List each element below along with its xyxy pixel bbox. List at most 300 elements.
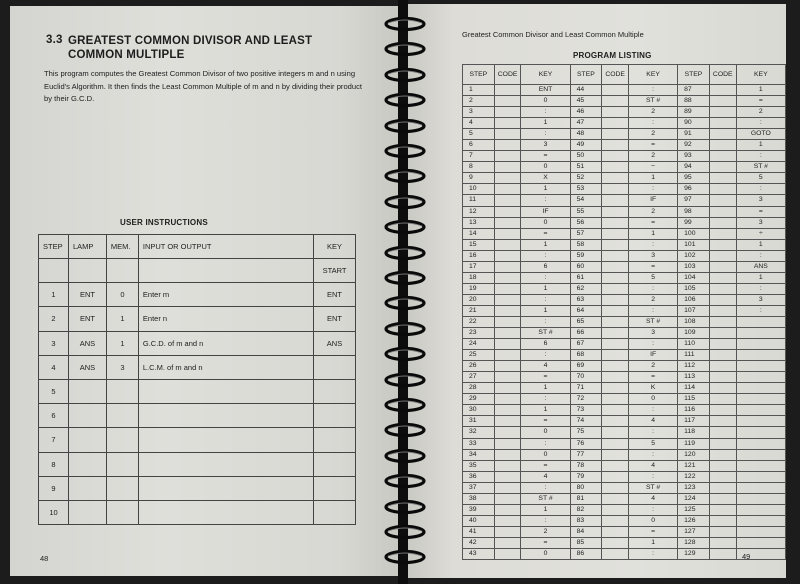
pl-cell-step: 105 [678,283,710,294]
pl-cell-key: = [629,140,678,151]
pl-cell-step: 93 [678,151,710,162]
pl-cell-code [602,449,629,460]
pl-cell-code [494,151,521,162]
pl-cell-code [494,217,521,228]
pl-cell-key: 5 [736,173,785,184]
pl-cell-code [709,217,736,228]
pl-cell-key: 0 [521,217,570,228]
pl-row [463,438,786,449]
left-page [10,6,398,576]
pl-cell-step: 39 [463,504,495,515]
pl-row [463,129,786,140]
pl-cell-step: 66 [570,328,602,339]
pl-cell-code [709,471,736,482]
pl-cell-key: : [629,339,678,350]
ui-cell-key [314,404,356,428]
pl-cell-code [602,118,629,129]
pl-cell-key: = [521,460,570,471]
pl-cell-step: 106 [678,294,710,305]
pl-cell-code [709,328,736,339]
pl-cell-step: 55 [570,206,602,217]
pl-cell-code [602,151,629,162]
pl-cell-step: 34 [463,449,495,460]
ui-cell-key: ANS [314,331,356,355]
pl-cell-key: : [736,151,785,162]
ui-cell-step: 1 [39,283,69,307]
pl-cell-step: 49 [570,140,602,151]
pl-cell-step: 92 [678,140,710,151]
pl-cell-code [602,526,629,537]
pl-cell-code [494,405,521,416]
ui-cell-io [138,259,313,283]
ui-row [39,283,356,307]
pl-cell-key: 3 [629,250,678,261]
pl-cell-code [709,537,736,548]
pl-cell-code [709,449,736,460]
pl-cell-key: = [629,217,678,228]
pl-cell-step: 63 [570,294,602,305]
spiral-coil [383,143,427,159]
pl-header-code: CODE [602,65,629,85]
pl-cell-code [494,328,521,339]
pl-cell-step: 59 [570,250,602,261]
pl-cell-code [494,206,521,217]
pl-row [463,383,786,394]
pl-cell-step: 62 [570,283,602,294]
ui-cell-lamp [68,452,106,476]
ui-cell-mem [106,452,138,476]
pl-cell-key: 5 [629,272,678,283]
pl-cell-key: = [521,151,570,162]
pl-cell-code [602,339,629,350]
pl-cell-code [602,372,629,383]
pl-header-code: CODE [709,65,736,85]
spiral-coil [383,118,427,134]
pl-cell-step: 47 [570,118,602,129]
pl-cell-code [709,427,736,438]
pl-cell-step: 111 [678,350,710,361]
pl-cell-key [736,316,785,327]
pl-cell-code [709,372,736,383]
pl-cell-code [602,394,629,405]
pl-cell-key: 6 [521,261,570,272]
pl-row [463,228,786,239]
ui-cell-mem [106,476,138,500]
pl-cell-step: 46 [570,107,602,118]
spiral-coil [383,549,427,565]
pl-cell-key: 1 [736,272,785,283]
ui-cell-key [314,500,356,524]
ui-cell-io: L.C.M. of m and n [138,355,313,379]
pl-cell-key: : [736,184,785,195]
pl-cell-key: : [521,129,570,140]
pl-cell-step: 128 [678,537,710,548]
pl-cell-code [602,482,629,493]
pl-cell-code [494,107,521,118]
pl-cell-key: 2 [629,107,678,118]
pl-cell-key: GOTO [736,129,785,140]
spiral-coil [383,372,427,388]
ui-cell-io [138,404,313,428]
pl-cell-key: 5 [629,438,678,449]
pl-cell-key: 0 [521,449,570,460]
pl-cell-code [709,85,736,96]
pl-cell-key: IF [521,206,570,217]
pl-row [463,261,786,272]
pl-cell-code [709,283,736,294]
pl-cell-key: 1 [629,228,678,239]
pl-cell-code [709,118,736,129]
pl-cell-step: 77 [570,449,602,460]
pl-cell-step: 4 [463,118,495,129]
pl-cell-key: 1 [521,283,570,294]
pl-row [463,427,786,438]
pl-cell-code [709,339,736,350]
pl-cell-key [736,361,785,372]
pl-cell-key: 4 [629,493,678,504]
pl-cell-step: 12 [463,206,495,217]
pl-cell-key: 4 [521,361,570,372]
ui-cell-io [138,476,313,500]
pl-cell-code [494,449,521,460]
pl-cell-step: 82 [570,504,602,515]
pl-cell-code [709,250,736,261]
pl-cell-key: 0 [521,427,570,438]
pl-cell-key: : [521,195,570,206]
pl-cell-key: − [629,162,678,173]
ui-cell-mem: 1 [106,331,138,355]
pl-cell-step: 83 [570,515,602,526]
ui-cell-key: START [314,259,356,283]
pl-cell-step: 51 [570,162,602,173]
pl-cell-key: 2 [521,526,570,537]
ui-cell-mem: 1 [106,307,138,331]
pl-cell-key [736,350,785,361]
pl-cell-step: 36 [463,471,495,482]
pl-cell-step: 56 [570,217,602,228]
pl-cell-key: : [521,515,570,526]
pl-cell-code [602,283,629,294]
ui-cell-step [39,259,69,283]
ui-cell-step: 8 [39,452,69,476]
pl-cell-code [709,140,736,151]
pl-cell-step: 29 [463,394,495,405]
pl-row [463,548,786,559]
pl-row [463,96,786,107]
pl-cell-step: 104 [678,272,710,283]
pl-cell-code [709,129,736,140]
spiral-coil [383,473,427,489]
pl-cell-step: 8 [463,162,495,173]
pl-cell-key [736,427,785,438]
ui-cell-io: Enter m [138,283,313,307]
pl-cell-step: 69 [570,361,602,372]
pl-cell-code [494,316,521,327]
pl-cell-code [602,162,629,173]
ui-cell-step: 6 [39,404,69,428]
ui-cell-key [314,452,356,476]
pl-cell-code [709,239,736,250]
pl-cell-code [602,228,629,239]
pl-cell-step: 5 [463,129,495,140]
pl-cell-code [602,294,629,305]
ui-cell-step: 3 [39,331,69,355]
ui-row [39,379,356,403]
pl-cell-step: 107 [678,305,710,316]
pl-cell-key: = [629,261,678,272]
pl-cell-key [736,372,785,383]
pl-cell-step: 54 [570,195,602,206]
pl-cell-code [602,239,629,250]
pl-cell-step: 6 [463,140,495,151]
pl-cell-code [494,350,521,361]
pl-cell-key: : [521,350,570,361]
pl-cell-code [602,85,629,96]
pl-cell-code [709,184,736,195]
pl-cell-step: 85 [570,537,602,548]
ui-header-step: STEP [39,235,69,259]
pl-cell-step: 23 [463,328,495,339]
ui-cell-lamp: ENT [68,283,106,307]
pl-cell-code [709,272,736,283]
pl-cell-step: 122 [678,471,710,482]
pl-cell-step: 103 [678,261,710,272]
pl-cell-key: 1 [521,504,570,515]
pl-cell-key: 3 [736,294,785,305]
pl-cell-step: 73 [570,405,602,416]
pl-cell-key [736,438,785,449]
pl-cell-step: 96 [678,184,710,195]
pl-cell-step: 117 [678,416,710,427]
ui-cell-step: 5 [39,379,69,403]
pl-cell-code [602,405,629,416]
pl-cell-key: : [629,471,678,482]
pl-cell-key: : [629,449,678,460]
pl-cell-code [494,85,521,96]
pl-cell-step: 98 [678,206,710,217]
ui-cell-mem: 3 [106,355,138,379]
pl-cell-key: 0 [521,162,570,173]
pl-cell-code [494,361,521,372]
pl-cell-key: 2 [629,361,678,372]
spiral-coil [383,397,427,413]
pl-cell-code [709,107,736,118]
program-listing-table [462,64,786,560]
pl-header-row [463,65,786,85]
ui-row [39,259,356,283]
pl-cell-key: 1 [629,537,678,548]
pl-cell-key: 1 [521,405,570,416]
spiral-coil [383,499,427,515]
pl-cell-step: 48 [570,129,602,140]
pl-cell-code [494,394,521,405]
pl-cell-code [494,471,521,482]
pl-cell-key: K [629,383,678,394]
pl-cell-step: 80 [570,482,602,493]
ui-cell-mem [106,500,138,524]
pl-cell-key: 1 [629,173,678,184]
pl-cell-key [736,405,785,416]
ui-cell-lamp [68,428,106,452]
user-instructions-title: USER INSTRUCTIONS [120,218,208,227]
ui-row [39,331,356,355]
ui-cell-lamp [68,259,106,283]
pl-cell-key: 3 [736,217,785,228]
pl-cell-key: X [521,173,570,184]
pl-cell-key: 3 [521,140,570,151]
pl-cell-step: 57 [570,228,602,239]
pl-row [463,184,786,195]
pl-cell-step: 114 [678,383,710,394]
pl-cell-key: 3 [629,328,678,339]
pl-row [463,107,786,118]
pl-row [463,272,786,283]
pl-cell-key [736,339,785,350]
ui-cell-step: 7 [39,428,69,452]
spiral-coil [383,270,427,286]
pl-cell-key: 2 [629,129,678,140]
pl-header-step: STEP [570,65,602,85]
pl-cell-code [602,250,629,261]
pl-cell-step: 84 [570,526,602,537]
ui-header-io: INPUT OR OUTPUT [138,235,313,259]
pl-cell-key: ANS [736,261,785,272]
pl-cell-step: 97 [678,195,710,206]
pl-cell-code [494,526,521,537]
pl-cell-step: 33 [463,438,495,449]
pl-cell-key: 1 [521,383,570,394]
ui-cell-key: ENT [314,307,356,331]
pl-cell-key: : [629,283,678,294]
pl-cell-code [602,140,629,151]
pl-cell-key: 0 [629,394,678,405]
pl-cell-key: : [629,548,678,559]
pl-cell-key: : [629,427,678,438]
ui-cell-io [138,428,313,452]
pl-cell-code [494,162,521,173]
spiral-coil [383,16,427,32]
pl-row [463,206,786,217]
pl-cell-code [494,239,521,250]
pl-cell-key [736,460,785,471]
pl-cell-key: 0 [521,548,570,559]
pl-cell-key: ST # [629,96,678,107]
pl-cell-step: 115 [678,394,710,405]
pl-cell-step: 94 [678,162,710,173]
pl-cell-step: 18 [463,272,495,283]
pl-cell-code [602,217,629,228]
pl-cell-step: 120 [678,449,710,460]
pl-cell-key: = [629,526,678,537]
pl-cell-code [494,173,521,184]
pl-row [463,515,786,526]
pl-cell-step: 1 [463,85,495,96]
pl-cell-code [602,350,629,361]
ui-header-row [39,235,356,259]
pl-cell-key: : [521,394,570,405]
pl-cell-step: 58 [570,239,602,250]
pl-cell-code [709,361,736,372]
pl-cell-step: 44 [570,85,602,96]
pl-row [463,504,786,515]
pl-cell-code [494,460,521,471]
pl-cell-key: ST # [629,316,678,327]
pl-cell-step: 28 [463,383,495,394]
spiral-coil [383,67,427,83]
pl-cell-step: 40 [463,515,495,526]
ui-cell-step: 2 [39,307,69,331]
pl-cell-code [709,548,736,559]
spiral-coil [383,168,427,184]
pl-cell-key: 1 [521,239,570,250]
section-number: 3.3 [46,34,63,46]
pl-cell-step: 72 [570,394,602,405]
spiral-coil [383,41,427,57]
pl-cell-step: 109 [678,328,710,339]
pl-cell-key [736,526,785,537]
ui-header-mem: MEM. [106,235,138,259]
ui-cell-mem [106,379,138,403]
pl-cell-step: 3 [463,107,495,118]
pl-row [463,294,786,305]
pl-cell-code [709,305,736,316]
pl-cell-key: : [629,405,678,416]
pl-row [463,526,786,537]
pl-cell-code [602,515,629,526]
pl-row [463,449,786,460]
pl-cell-step: 81 [570,493,602,504]
pl-cell-code [602,427,629,438]
pl-cell-code [494,96,521,107]
pl-cell-code [709,493,736,504]
pl-cell-code [709,515,736,526]
pl-cell-code [709,96,736,107]
pl-cell-code [494,515,521,526]
pl-cell-code [494,305,521,316]
ui-cell-key [314,428,356,452]
pl-cell-key: 4 [521,471,570,482]
pl-cell-key: IF [629,350,678,361]
ui-row [39,428,356,452]
pl-cell-step: 52 [570,173,602,184]
pl-header-step: STEP [678,65,710,85]
pl-cell-step: 37 [463,482,495,493]
pl-cell-step: 60 [570,261,602,272]
pl-cell-step: 124 [678,493,710,504]
pl-header-key: KEY [521,65,570,85]
pl-cell-step: 87 [678,85,710,96]
pl-cell-step: 121 [678,460,710,471]
pl-cell-step: 102 [678,250,710,261]
pl-row [463,140,786,151]
pl-cell-step: 30 [463,405,495,416]
pl-cell-step: 26 [463,361,495,372]
pl-cell-step: 95 [678,173,710,184]
pl-cell-code [602,305,629,316]
pl-header-code: CODE [494,65,521,85]
pl-cell-code [709,438,736,449]
pl-cell-step: 25 [463,350,495,361]
pl-cell-code [602,504,629,515]
pl-row [463,162,786,173]
pl-cell-key: ST # [521,493,570,504]
pl-cell-code [602,493,629,504]
pl-cell-key: 3 [736,195,785,206]
pl-cell-code [709,173,736,184]
pl-cell-key: 2 [629,151,678,162]
pl-cell-code [602,537,629,548]
pl-cell-code [602,460,629,471]
